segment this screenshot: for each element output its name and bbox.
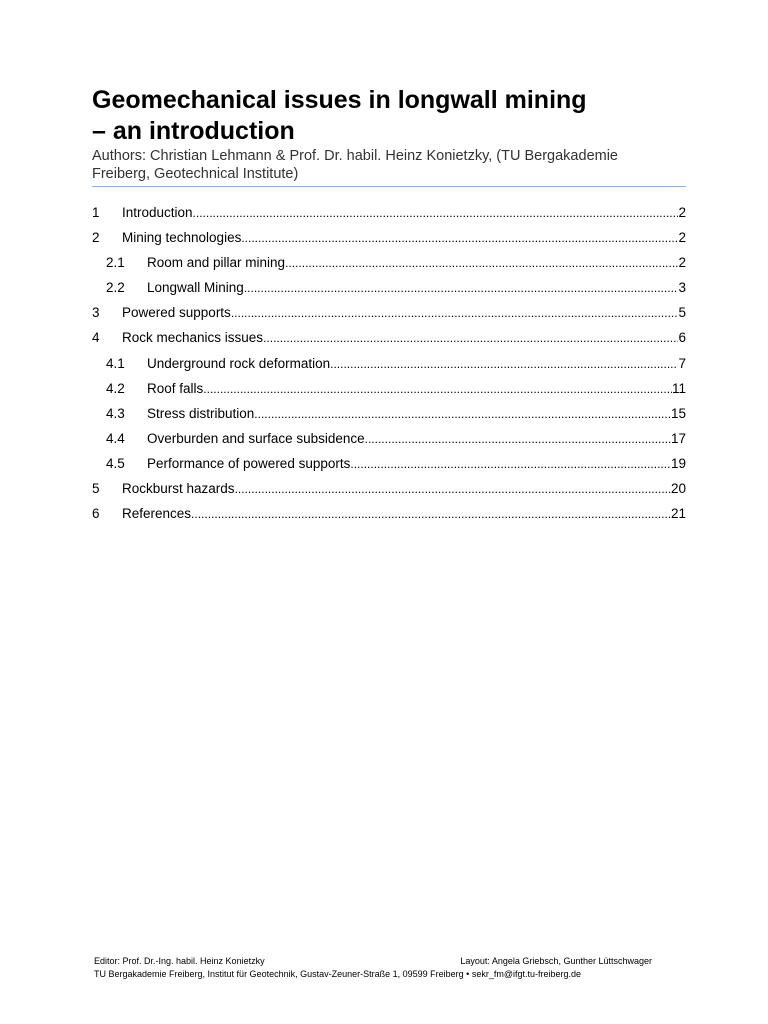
footer-layout: Layout: Angela Griebsch, Gunther Lüttschwager xyxy=(460,956,652,966)
toc-title: Performance of powered supports xyxy=(147,455,351,471)
toc-leader xyxy=(191,505,671,523)
toc-entry-room-and-pillar-mining[interactable] xyxy=(92,254,686,279)
toc-entry-underground-rock-deformation[interactable] xyxy=(92,355,686,380)
toc-title: Longwall Mining xyxy=(147,280,244,296)
toc-entry-longwall-mining[interactable] xyxy=(92,279,686,304)
toc-leader xyxy=(285,254,678,272)
toc-title: Roof falls xyxy=(147,380,204,396)
toc-page-number: 5 xyxy=(678,305,686,321)
toc-leader xyxy=(263,329,678,347)
toc-entry-overburden-and-surface-subsidence[interactable] xyxy=(92,430,686,455)
toc-entry-references[interactable] xyxy=(92,505,686,530)
toc-number: 4.2 xyxy=(106,380,125,396)
toc-title: Room and pillar mining xyxy=(147,255,286,271)
document-title xyxy=(92,85,692,147)
toc-page-number: 15 xyxy=(670,405,686,421)
toc-title: Rock mechanics issues xyxy=(122,330,264,346)
toc-number: 2.2 xyxy=(106,280,125,296)
page-footer xyxy=(94,955,656,981)
toc-number: 4.1 xyxy=(106,355,125,371)
toc-title: Powered supports xyxy=(122,305,231,321)
toc-title: Rockburst hazards xyxy=(122,481,235,497)
toc-page-number: 21 xyxy=(670,506,686,522)
toc-title: References xyxy=(122,506,192,522)
toc-number: 4.3 xyxy=(106,405,125,421)
toc-title: Overburden and surface subsidence xyxy=(147,430,365,446)
toc-page-number: 2 xyxy=(678,255,686,271)
toc-leader xyxy=(203,380,672,398)
footer-editor: Editor: Prof. Dr.-Ing. habil. Heinz Konietzky xyxy=(94,956,265,966)
title-line-2: – an introduction xyxy=(92,117,295,145)
toc-leader xyxy=(193,204,679,222)
toc-title: Underground rock deformation xyxy=(147,355,331,371)
toc-number: 2 xyxy=(92,230,100,246)
toc-page-number: 7 xyxy=(678,355,686,371)
toc-leader xyxy=(235,480,671,498)
toc-leader xyxy=(330,355,678,373)
toc-number: 4.5 xyxy=(106,455,125,471)
toc-entry-performance-of-powered-supports[interactable] xyxy=(92,455,686,480)
toc-number: 4 xyxy=(92,330,100,346)
title-divider xyxy=(92,186,686,187)
toc-page-number: 2 xyxy=(678,230,686,246)
title-line-1: Geomechanical issues in longwall mining xyxy=(92,86,587,114)
footer-credits xyxy=(94,955,656,968)
toc-page-number: 3 xyxy=(678,280,686,296)
toc-entry-rockburst-hazards[interactable] xyxy=(92,480,686,505)
toc-number: 4.4 xyxy=(106,430,125,446)
toc-title: Stress distribution xyxy=(147,405,255,421)
authors-line-2: Freiberg, Geotechnical Institute) xyxy=(92,166,299,182)
toc-title: Introduction xyxy=(122,205,193,220)
toc-number: 6 xyxy=(92,506,100,522)
toc-leader xyxy=(244,279,679,297)
toc-entry-stress-distribution[interactable] xyxy=(92,405,686,430)
toc-leader xyxy=(350,455,671,473)
toc-entry-rock-mechanics-issues[interactable] xyxy=(92,329,686,354)
authors-line-1: Authors: Christian Lehmann & Prof. Dr. habil. Heinz Konietzky, (TU Bergakademie xyxy=(92,148,618,164)
toc-number: 5 xyxy=(92,481,100,497)
toc-leader xyxy=(254,405,671,423)
toc-page-number: 6 xyxy=(678,330,686,346)
toc-entry-roof-falls[interactable] xyxy=(92,380,686,405)
footer-address: TU Bergakademie Freiberg, Institut für Geotechnik, Gustav-Zeuner-Straße 1, 09599 Freiberg • sekr_fm@ifgt.tu-freiberg.de xyxy=(94,969,581,979)
table-of-contents xyxy=(92,204,686,530)
toc-entry-introduction[interactable] xyxy=(92,204,686,229)
toc-title: Mining technologies xyxy=(122,230,242,246)
toc-page-number: 20 xyxy=(670,481,686,497)
authors xyxy=(92,147,692,183)
toc-page-number: 17 xyxy=(670,430,686,446)
toc-entry-mining-technologies[interactable] xyxy=(92,229,686,254)
toc-number: 3 xyxy=(92,305,100,321)
toc-page-number: 11 xyxy=(671,380,686,396)
toc-leader xyxy=(241,229,678,247)
toc-page-number: 19 xyxy=(670,455,686,471)
toc-number: 1 xyxy=(92,205,100,220)
toc-leader xyxy=(365,430,671,448)
toc-entry-powered-supports[interactable] xyxy=(92,304,686,329)
toc-number: 2.1 xyxy=(106,255,125,271)
toc-leader xyxy=(231,304,679,322)
toc-page-number: 2 xyxy=(678,205,686,220)
